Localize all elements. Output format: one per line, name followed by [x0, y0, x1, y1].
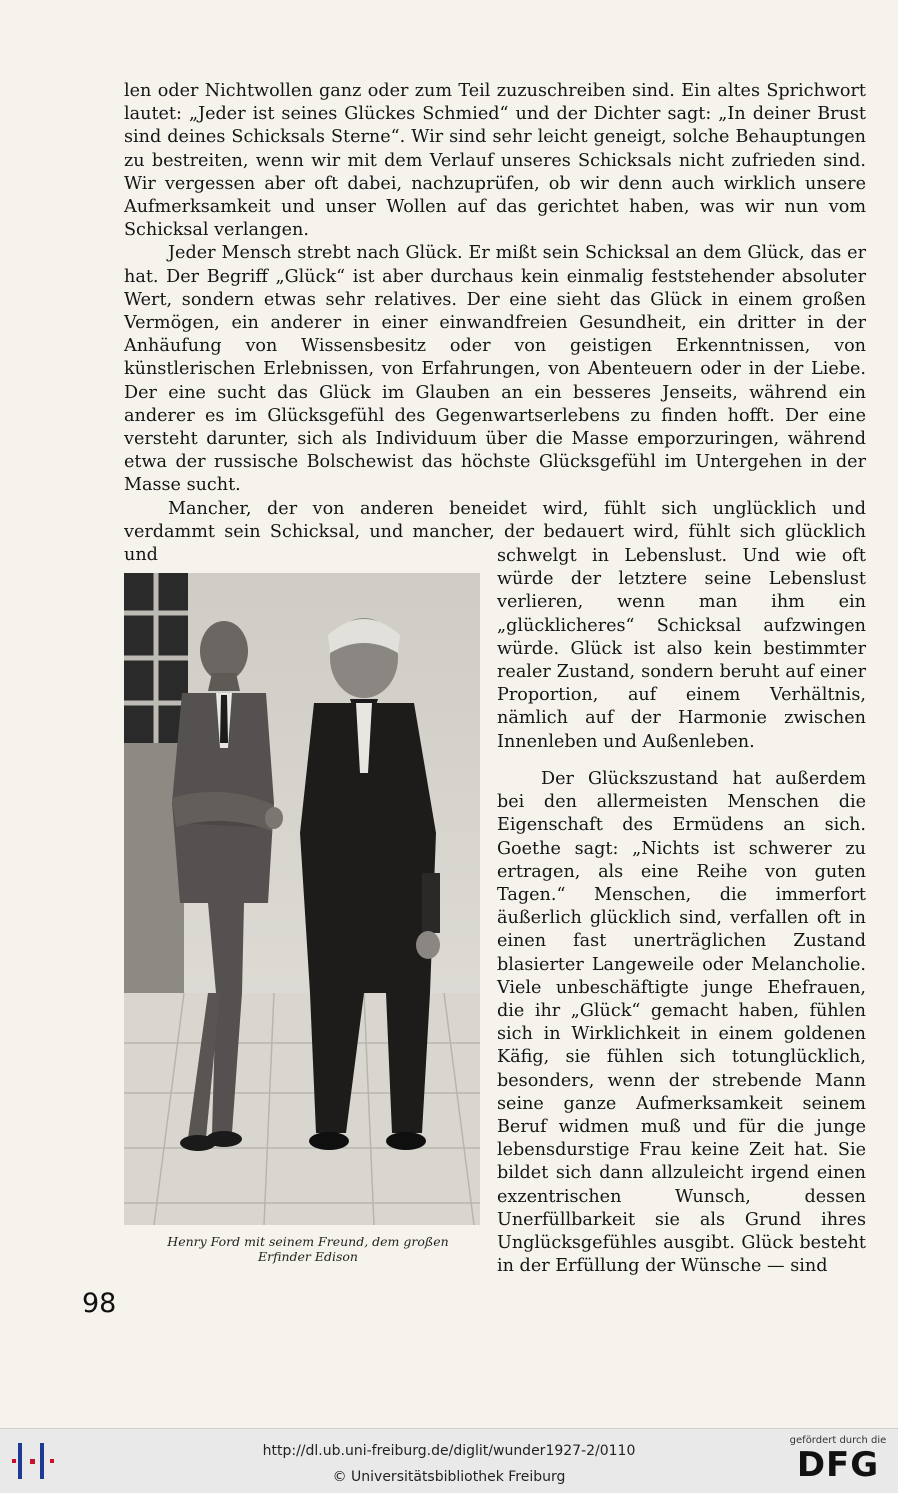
paragraph-3-continued: schwelgt in Lebenslust. Und wie oft würde der letztere seine Lebenslust verlieren, wenn man ihm ein „glücklicheres“ Schicksal aufzwingen würde. Glück ist also kein bestimmter realer Zustand, sondern beruht auf einer Proportion, auf einem Verhältnis, nämlich auf der Harmonie zwischen Innenleben und Außenleben.	[497, 546, 866, 752]
library-footer	[0, 1428, 898, 1493]
dfg-caption: gefördert durch die	[789, 1435, 887, 1446]
text-column-right-a	[497, 545, 866, 754]
text-block-top	[124, 80, 866, 567]
caption-line-2: Erfinder Edison	[258, 1249, 358, 1264]
photo-caption	[124, 1234, 492, 1264]
page-number: 98	[82, 1288, 117, 1319]
paragraph-4: Der Glückszustand hat außerdem bei den allermeisten Menschen die Eigenschaft des Ermüdens an sich. Goethe sagt: „Nichts ist schwerer zu ertragen, als eine Reihe von guten Tagen.“ Menschen, die immerfort äußerlich glücklich sind, verfallen oft in einen fast unerträglichen Zustand blasierter Langeweile oder Melancholie. Viele unbeschäftigte junge Ehefrauen, die ihr „Glück“ gemacht haben, fühlen sich in Wirklichkeit in einem goldenen Käfig, sie fühlen sich totunglücklich, besonders, wenn der strebende Mann seine ganze Aufmerksamkeit seinem Beruf widmen muß und für die junge lebensdurstige Frau keine Zeit hat. Sie bildet sich dann allzuleicht irgend einen exzentrischen Wunsch, dessen Unerfüllbarkeit sie als Grund ihres Unglücksgefühles ausgibt. Glück besteht in der Erfüllung der Wünsche — sind	[497, 769, 866, 1277]
dfg-logo[interactable]	[788, 1435, 888, 1489]
copyright-notice: © Universitätsbibliothek Freiburg	[332, 1469, 566, 1485]
text-column-right-b	[497, 768, 866, 1278]
caption-line-1: Henry Ford mit seinem Freund, dem großen	[167, 1234, 449, 1249]
paragraph-1: len oder Nichtwollen ganz oder zum Teil zuzuschreiben sind. Ein altes Sprichwort lautet: „Jeder ist seines Glückes Schmied“ und der Dichter sagt: „In deiner Brust sind deines Schicksals Sterne“. Wir sind sehr leicht geneigt, solche Behauptungen zu bestreiten, wenn wir mit dem Verlauf unseres Schicksals nicht zufrieden sind. Wir vergessen aber oft dabei, nachzuprüfen, ob wir denn auch wirklich unsere Aufmerksamkeit und unser Wollen auf das gerichtet haben, was wir nun vom Schicksal verlangen.	[124, 81, 866, 241]
photo-ford-edison	[124, 573, 480, 1225]
paragraph-2: Jeder Mensch strebt nach Glück. Er mißt sein Schicksal an dem Glück, das er hat. Der Begriff „Glück“ ist aber durchaus kein einmalig feststehender absoluter Wert, sondern etwas sehr relatives. Der eine sieht das Glück in einem großen Vermögen, ein anderer in einer einwandfreien Gesundheit, ein dritter in der Anhäufung von Wissensbesitz oder von geistigen Erkenntnissen, von künstlerischen Erlebnissen, von Erfahrungen, von Abenteuern oder in der Liebe. Der eine sucht das Glück im Glauben an ein besseres Jenseits, während ein anderer es im Glücksgefühl des Gegenwartserlebens zu finden hofft. Der eine versteht darunter, sich als Individuum über die Masse emporzuringen, während etwa der russische Bolschewist das höchste Glücksgefühl im Untergehen in der Masse sucht.	[124, 243, 866, 496]
paragraph-3-start: Mancher, der von anderen beneidet wird, fühlt sich unglücklich und verdammt sein Schicksal, und mancher, der bedauert wird, fühlt sich glücklich und	[124, 498, 866, 566]
dfg-wordmark: DFG	[796, 1445, 880, 1485]
permalink-url[interactable]: http://dl.ub.uni-freiburg.de/diglit/wunder1927-2/0110	[262, 1443, 636, 1459]
photograph-illustration	[124, 573, 480, 1225]
